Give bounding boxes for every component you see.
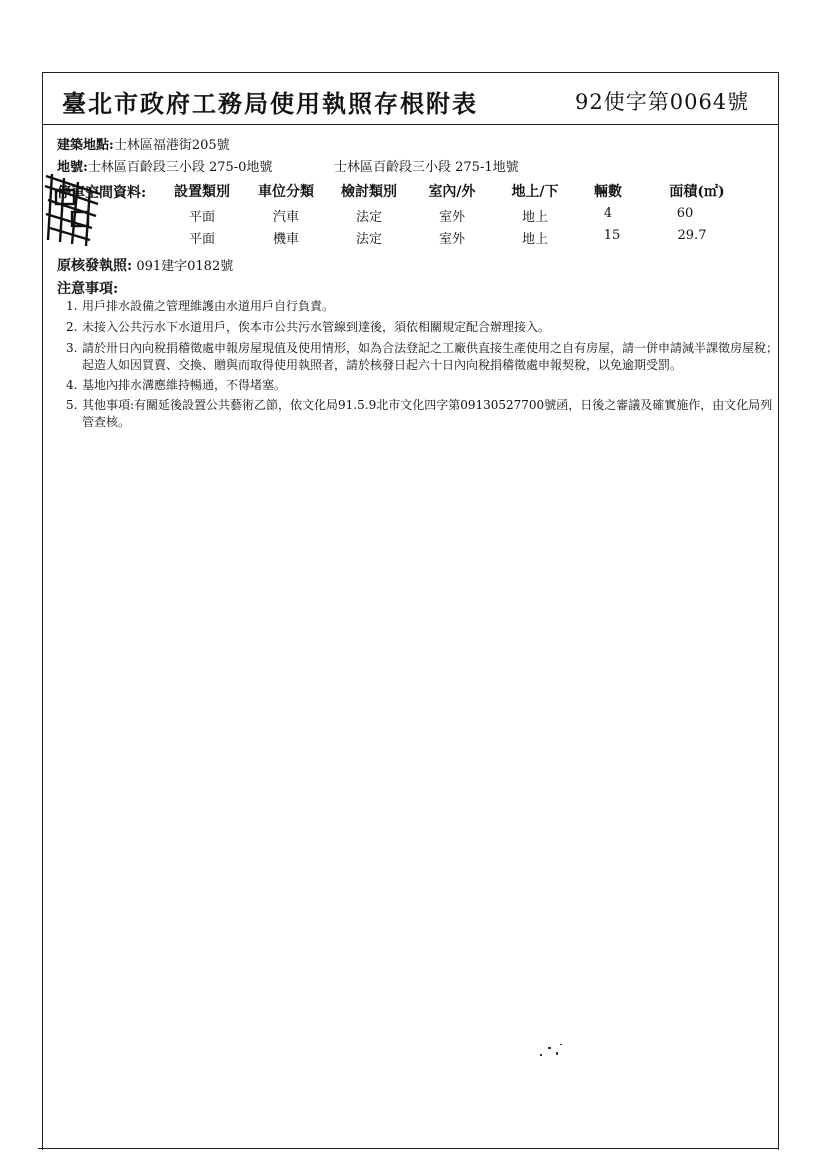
table-cell: 汽車 (272, 210, 299, 225)
lot-value-2: 士林區百齡段三小段 275-1地號 (334, 160, 519, 175)
scan-speck (548, 1047, 551, 1049)
notes-heading: 注意事項: (57, 281, 119, 297)
original-permit-row (57, 255, 233, 275)
table-cell: 地上 (521, 232, 548, 247)
header-cell: 室內/外 (428, 184, 476, 200)
parking-label: 停車空間資料: (57, 185, 147, 201)
header-cell: 地上/下 (511, 184, 559, 200)
page-title: 臺北市政府工務局使用執照存根附表 (62, 89, 478, 118)
official-seal-stamp (42, 170, 104, 250)
note-text: 其他事項:有關延後設置公共藝術乙節，依文化局91.5.9北市文化四字第09130527700號函，日後之審議及確實施作，由文化局列管查核。 (82, 398, 773, 429)
header-cell: 設置類別 (174, 184, 230, 200)
list-item (66, 377, 778, 394)
list-item (66, 397, 778, 431)
header-cell: 面積(㎡) (669, 184, 725, 200)
address-label: 建築地點: (57, 138, 114, 153)
list-item (66, 340, 778, 374)
table-cell: 15 (603, 228, 621, 243)
note-number: 3. (66, 341, 78, 355)
scan-speck (560, 1044, 562, 1045)
top-border (42, 72, 779, 73)
table-cell: 法定 (355, 232, 382, 247)
table-cell: 室外 (438, 232, 465, 247)
note-number: 2. (66, 320, 78, 334)
scan-speck (556, 1052, 558, 1055)
header-cell: 檢討類別 (341, 184, 397, 200)
table-cell: 地上 (521, 210, 548, 225)
note-number: 5. (66, 398, 78, 412)
note-number: 1. (66, 299, 78, 313)
original-permit-value: 091建字0182號 (136, 259, 234, 274)
list-item (66, 319, 778, 336)
table-cell: 室外 (438, 210, 465, 225)
table-cell: 機車 (272, 232, 299, 247)
scan-speck (540, 1054, 542, 1056)
list-item (66, 298, 778, 315)
table-cell: 平面 (188, 232, 215, 247)
notes-list (66, 298, 778, 431)
table-cell: 4 (603, 206, 613, 221)
bottom-border (38, 1148, 779, 1149)
note-number: 4. (66, 378, 78, 392)
original-permit-label: 原核發執照: (57, 258, 133, 274)
note-text: 請於卅日內向稅捐稽徵處申報房屋現值及使用情形，如為合法登記之工廠供直接生產使用之自有房屋，請一併申請減半課徵房屋稅；起造人如因買賣、交換、贈與而取得使用執照者，請於核發日起六十日內向稅捐稽徵處申報契稅，以免逾期受罰。 (82, 341, 779, 372)
header-cell: 車位分類 (258, 184, 314, 200)
header-cell: 輛數 (594, 184, 622, 200)
table-cell: 60 (676, 206, 694, 221)
title-divider (42, 124, 779, 125)
document-number: 92使字第0064號 (575, 90, 750, 114)
lot-value-1: 士林區百齡段三小段 275-0地號 (87, 160, 273, 175)
address-value: 士林區福港街205號 (113, 138, 230, 153)
address-row (57, 134, 230, 153)
table-cell: 法定 (355, 210, 382, 225)
note-text: 用戶排水設備之管理維護由水道用戶自行負責。 (82, 299, 335, 313)
table-cell: 平面 (188, 210, 215, 225)
lot-label: 地號: (57, 160, 88, 175)
table-cell: 29.7 (677, 228, 707, 243)
note-text: 基地內排水溝應維持暢通，不得堵塞。 (82, 378, 287, 392)
note-text: 未接入公共污水下水道用戶，俟本市公共污水管線到達後，須依相關規定配合辦理接入。 (82, 320, 551, 334)
